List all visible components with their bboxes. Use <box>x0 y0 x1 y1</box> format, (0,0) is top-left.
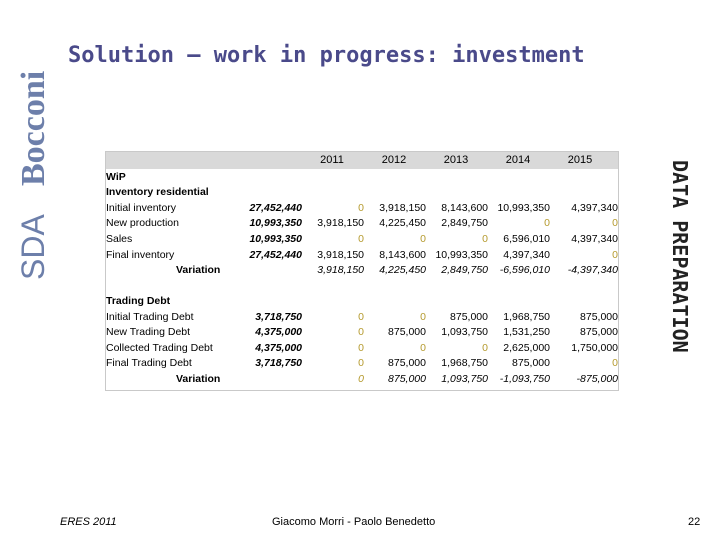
year-value-cell: 1,968,750 <box>441 357 488 370</box>
initial-value: 4,375,000 <box>255 326 302 339</box>
year-value-cell: 875,000 <box>388 372 426 385</box>
year-value-cell <box>302 293 364 309</box>
year-value-cell <box>488 169 550 185</box>
year-value-cell: 0 <box>612 217 618 230</box>
row-label: Variation <box>176 372 221 385</box>
year-value-cell: 4,225,450 <box>379 264 426 277</box>
year-value-cell: 0 <box>612 248 618 261</box>
year-value-cell: 4,225,450 <box>379 217 426 230</box>
year-value-cell: 875,000 <box>512 357 550 370</box>
year-value-cell: 4,397,340 <box>571 232 618 245</box>
table-row <box>106 247 618 263</box>
year-value-cell: 2,849,750 <box>441 217 488 230</box>
spreadsheet-table <box>105 151 619 391</box>
year-value-cell: 1,093,750 <box>441 326 488 339</box>
year-value-cell: -1,093,750 <box>499 372 550 385</box>
year-value-cell: 1,093,750 <box>441 372 488 385</box>
year-value-cell: 0 <box>420 232 426 245</box>
year-value-cell: 8,143,600 <box>379 248 426 261</box>
table-row <box>106 309 618 325</box>
data-grid <box>106 169 618 387</box>
table-row <box>106 200 618 216</box>
initial-value <box>236 293 302 309</box>
year-value-cell <box>550 169 618 185</box>
table-row <box>106 293 618 309</box>
table-row <box>106 278 618 294</box>
year-value-cell: 875,000 <box>580 326 618 339</box>
year-value-cell: 0 <box>612 357 618 370</box>
initial-value: 10,993,350 <box>249 217 302 230</box>
table-row <box>106 262 618 278</box>
year-header: 2014 <box>505 154 531 166</box>
initial-value <box>236 185 302 201</box>
initial-value <box>236 278 302 294</box>
row-label: Initial Trading Debt <box>106 310 194 323</box>
year-value-cell <box>488 278 550 294</box>
year-value-cell <box>488 185 550 201</box>
year-value-cell: 8,143,600 <box>441 201 488 214</box>
table-row <box>106 356 618 372</box>
logo-bocconi-text: Bocconi <box>15 70 52 186</box>
row-label: Inventory residential <box>106 186 209 199</box>
year-header: 2011 <box>320 154 344 166</box>
table-row <box>106 216 618 232</box>
row-label: New Trading Debt <box>106 326 191 339</box>
row-label: Sales <box>106 232 133 245</box>
initial-value: 10,993,350 <box>249 232 302 245</box>
year-value-cell <box>302 278 364 294</box>
data-preparation-label: DATA PREPARATION <box>668 160 692 353</box>
year-value-cell: 0 <box>358 310 364 323</box>
year-value-cell <box>550 185 618 201</box>
row-label: WiP <box>106 170 126 183</box>
row-label: Trading Debt <box>106 295 171 308</box>
year-value-cell <box>426 293 488 309</box>
year-value-cell: 0 <box>358 341 364 354</box>
table-row <box>106 371 618 387</box>
year-value-cell: 3,918,150 <box>317 248 364 261</box>
year-value-cell: -875,000 <box>576 372 618 385</box>
year-value-cell: 6,596,010 <box>503 232 550 245</box>
row-label: Collected Trading Debt <box>106 341 213 354</box>
year-value-cell: 875,000 <box>388 357 426 370</box>
year-value-cell <box>364 278 426 294</box>
table-row <box>106 185 618 201</box>
year-header: 2013 <box>443 154 469 166</box>
table-row <box>106 340 618 356</box>
side-label-box <box>665 160 695 440</box>
footer-event: ERES 2011 <box>60 516 117 528</box>
year-value-cell: 3,918,150 <box>317 217 364 230</box>
year-value-cell <box>550 278 618 294</box>
initial-value: 27,452,440 <box>249 201 302 214</box>
year-value-cell: 0 <box>544 217 550 230</box>
year-value-cell: 1,531,250 <box>503 326 550 339</box>
year-value-cell: 10,993,350 <box>435 248 488 261</box>
year-value-cell: 4,397,340 <box>503 248 550 261</box>
initial-value: 3,718,750 <box>255 310 302 323</box>
year-value-cell: 4,397,340 <box>571 201 618 214</box>
year-value-cell: 2,849,750 <box>441 264 488 277</box>
year-value-cell: 1,968,750 <box>503 310 550 323</box>
page-number: 22 <box>688 516 701 528</box>
row-label: Initial inventory <box>106 201 177 214</box>
year-value-cell: 3,918,150 <box>379 201 426 214</box>
year-value-cell <box>426 185 488 201</box>
initial-value <box>236 262 302 278</box>
year-value-cell: 0 <box>358 372 364 385</box>
year-value-cell: 875,000 <box>388 326 426 339</box>
year-value-cell <box>550 293 618 309</box>
row-label: Final Trading Debt <box>106 357 192 370</box>
year-value-cell <box>302 169 364 185</box>
year-header-row <box>106 152 618 169</box>
row-label <box>106 278 236 294</box>
footer-authors: Giacomo Morri - Paolo Benedetto <box>272 516 436 528</box>
year-value-cell <box>364 169 426 185</box>
initial-value: 3,718,750 <box>255 357 302 370</box>
year-value-cell: -4,397,340 <box>567 264 618 277</box>
year-value-cell <box>426 278 488 294</box>
year-value-cell: 0 <box>482 341 488 354</box>
year-header: 2012 <box>381 154 407 166</box>
table-row <box>106 324 618 340</box>
year-value-cell <box>488 293 550 309</box>
table-row <box>106 231 618 247</box>
year-header: 2015 <box>567 154 593 166</box>
year-value-cell: 0 <box>358 357 364 370</box>
row-label: New production <box>106 217 179 230</box>
year-value-cell: 0 <box>358 326 364 339</box>
year-value-cell: 0 <box>482 232 488 245</box>
logo-sda-text: SDA <box>15 214 51 280</box>
year-value-cell <box>364 185 426 201</box>
initial-value <box>236 371 302 387</box>
year-value-cell: 0 <box>358 201 364 214</box>
year-value-cell: 10,993,350 <box>497 201 550 214</box>
row-label: Variation <box>176 264 221 277</box>
year-value-cell: 0 <box>358 232 364 245</box>
table-row <box>106 169 618 185</box>
sda-bocconi-logo <box>8 28 52 284</box>
year-value-cell: -6,596,010 <box>499 264 550 277</box>
year-value-cell: 3,918,150 <box>317 264 364 277</box>
initial-value <box>236 169 302 185</box>
year-value-cell: 1,750,000 <box>571 341 618 354</box>
year-value-cell: 0 <box>420 341 426 354</box>
year-value-cell <box>364 293 426 309</box>
initial-value: 27,452,440 <box>249 248 302 261</box>
year-value-cell: 875,000 <box>580 310 618 323</box>
year-value-cell: 2,625,000 <box>503 341 550 354</box>
row-label: Final inventory <box>106 248 175 261</box>
year-value-cell <box>426 169 488 185</box>
year-value-cell: 875,000 <box>450 310 488 323</box>
year-value-cell: 0 <box>420 310 426 323</box>
slide-title: Solution – work in progress: investment <box>68 43 585 68</box>
initial-value: 4,375,000 <box>255 341 302 354</box>
year-value-cell <box>302 185 364 201</box>
